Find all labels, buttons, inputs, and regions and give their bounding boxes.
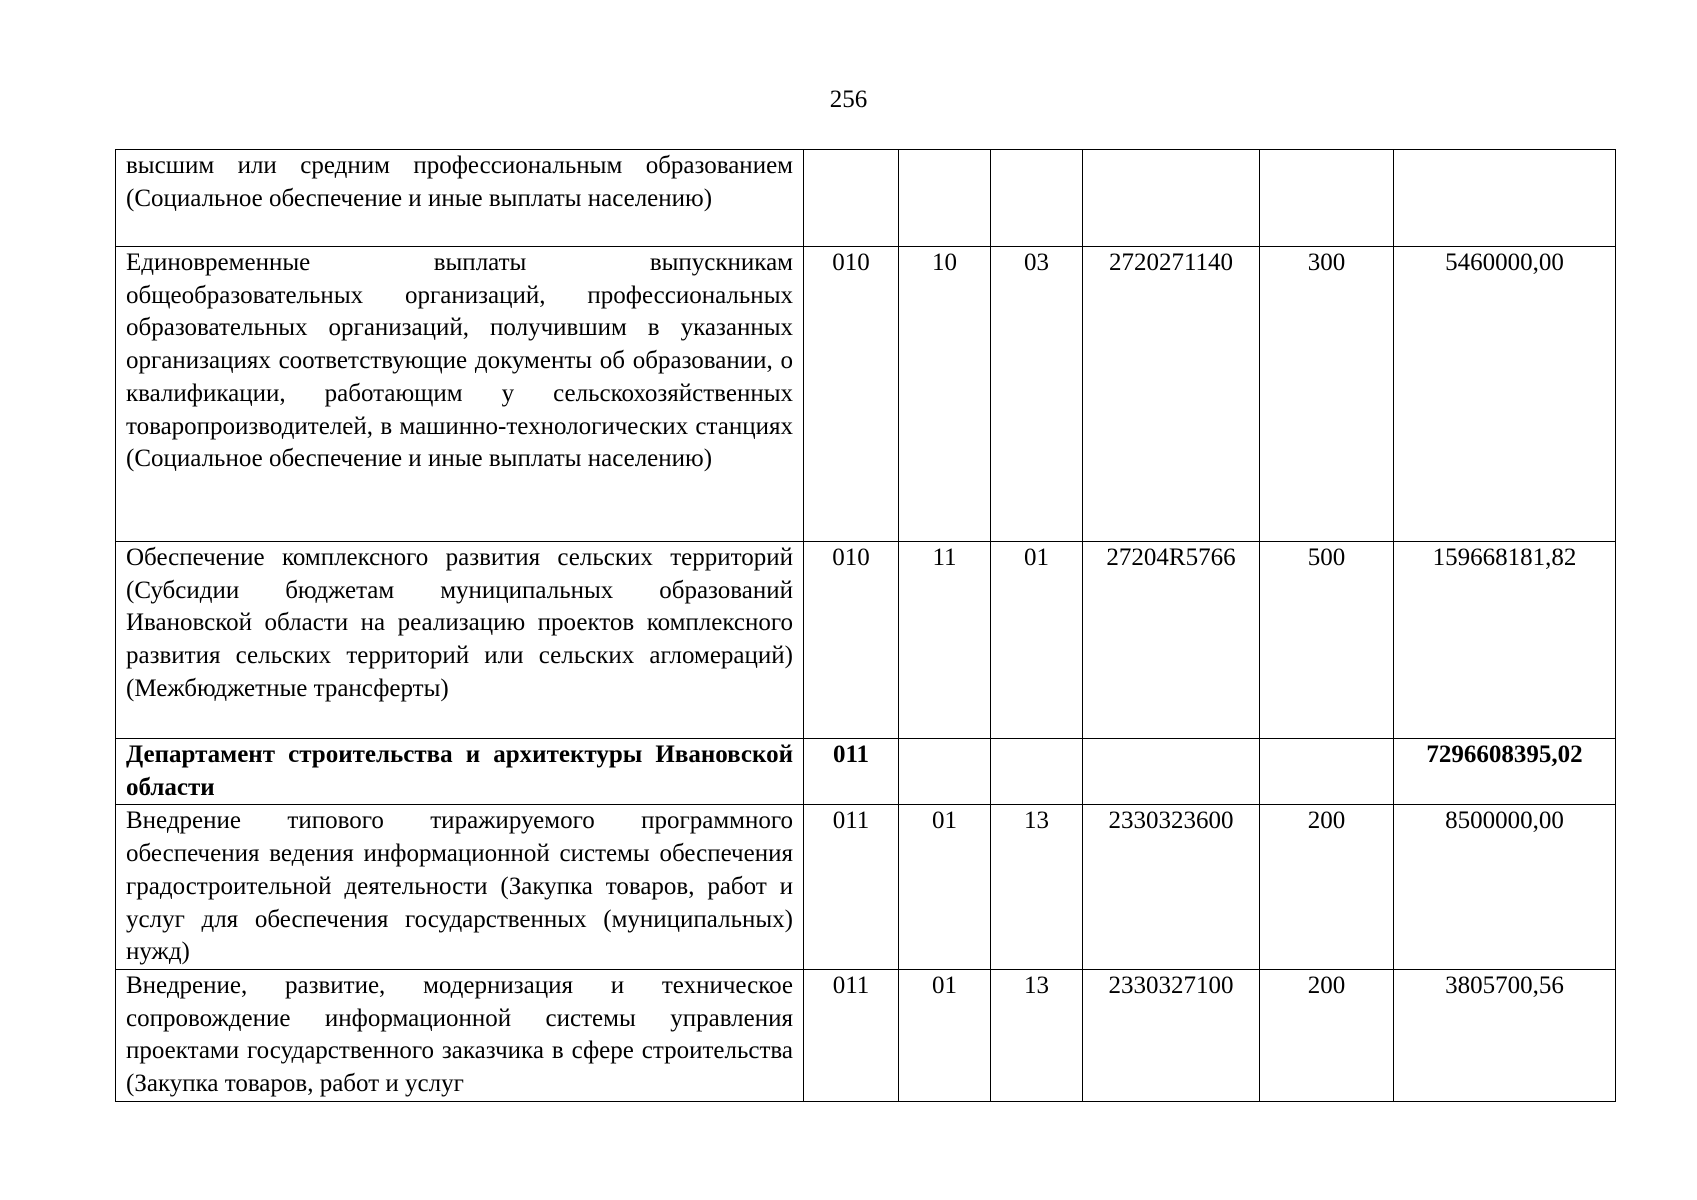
- target-article-code: 27204R5766: [1083, 542, 1260, 739]
- grbs-code: [804, 150, 899, 247]
- table-row: [116, 247, 1616, 542]
- row-description: Внедрение, развитие, модернизация и техническое сопровождение информационной системы управления проектами государственного заказчика в сфере строительства (Закупка товаров, работ и услуг: [116, 969, 804, 1101]
- section-code: [899, 150, 991, 247]
- page-number: 256: [829, 86, 868, 113]
- subsection-code: [991, 150, 1083, 247]
- table-row: [116, 739, 1616, 805]
- amount: [1394, 150, 1616, 247]
- section-code: [899, 739, 991, 805]
- section-code: 01: [899, 805, 991, 970]
- table-row: [116, 969, 1616, 1101]
- table-row: [116, 150, 1616, 247]
- amount: 3805700,56: [1394, 969, 1616, 1101]
- budget-table: [115, 149, 1616, 1102]
- table-row: [116, 805, 1616, 970]
- grbs-code: 010: [804, 247, 899, 542]
- grbs-code: 011: [804, 969, 899, 1101]
- subsection-code: [991, 739, 1083, 805]
- amount: 7296608395,02: [1394, 739, 1616, 805]
- subsection-code: 03: [991, 247, 1083, 542]
- grbs-code: 010: [804, 542, 899, 739]
- section-code: 11: [899, 542, 991, 739]
- subsection-code: 13: [991, 805, 1083, 970]
- expense-type-code: 300: [1260, 247, 1394, 542]
- row-description: Единовременные выплаты выпускникам общеобразовательных организаций, профессиональных образовательных организаций, получившим в указанных организациях соответствующие документы об образовании, о квалификации, работающим у сельскохозяйственных товаропроизводителей, в машинно-технологических станциях (Социальное обеспечение и иные выплаты населению): [116, 247, 804, 542]
- target-article-code: 2330323600: [1083, 805, 1260, 970]
- target-article-code: [1083, 739, 1260, 805]
- target-article-code: 2720271140: [1083, 247, 1260, 542]
- expense-type-code: [1260, 739, 1394, 805]
- expense-type-code: 200: [1260, 969, 1394, 1101]
- row-description: Обеспечение комплексного развития сельских территорий (Субсидии бюджетам муниципальных образований Ивановской области на реализацию проектов комплексного развития сельских территорий или сельских агломераций) (Межбюджетные трансферты): [116, 542, 804, 739]
- subsection-code: 13: [991, 969, 1083, 1101]
- expense-type-code: 500: [1260, 542, 1394, 739]
- section-code: 10: [899, 247, 991, 542]
- subsection-code: 01: [991, 542, 1083, 739]
- section-code: 01: [899, 969, 991, 1101]
- target-article-code: [1083, 150, 1260, 247]
- expense-type-code: [1260, 150, 1394, 247]
- amount: 5460000,00: [1394, 247, 1616, 542]
- expense-type-code: 200: [1260, 805, 1394, 970]
- target-article-code: 2330327100: [1083, 969, 1260, 1101]
- row-description: Департамент строительства и архитектуры Ивановской области: [116, 739, 804, 805]
- table-row: [116, 542, 1616, 739]
- amount: 159668181,82: [1394, 542, 1616, 739]
- grbs-code: 011: [804, 739, 899, 805]
- row-description: высшим или средним профессиональным образованием (Социальное обеспечение и иные выплаты населению): [116, 150, 804, 247]
- amount: 8500000,00: [1394, 805, 1616, 970]
- grbs-code: 011: [804, 805, 899, 970]
- row-description: Внедрение типового тиражируемого программного обеспечения ведения информационной системы обеспечения градостроительной деятельности (Закупка товаров, работ и услуг для обеспечения государственных (муниципальных) нужд): [116, 805, 804, 970]
